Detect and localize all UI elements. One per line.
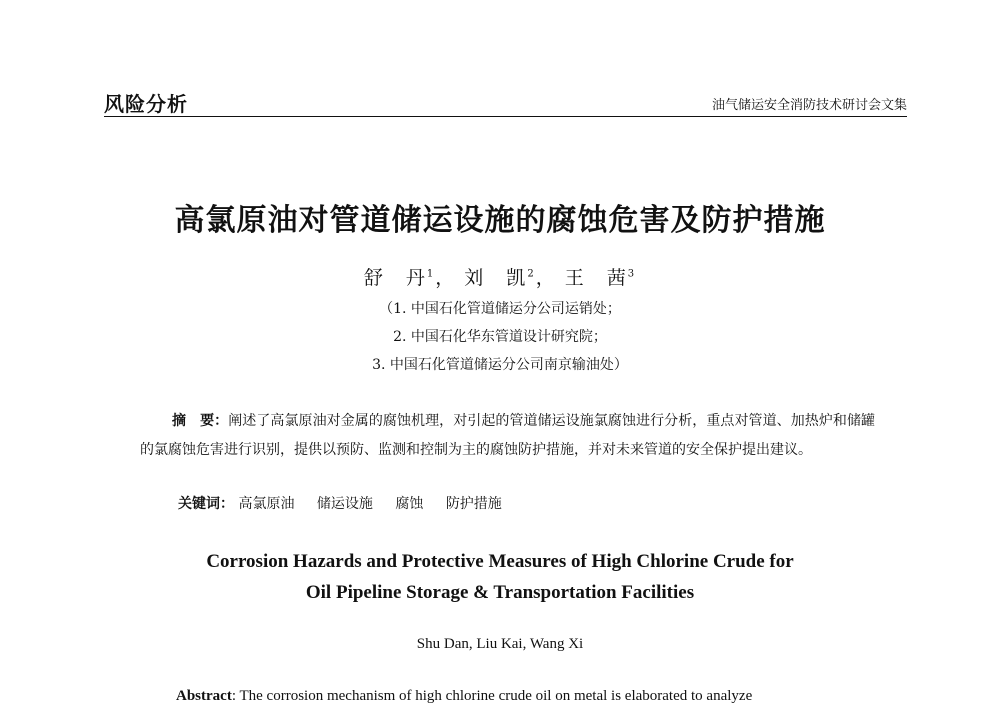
- author-list: 舒 丹$^1$， 刘 凯$^2$， 王 茜$^3$: [363, 267, 637, 289]
- english-abstract-text: The corrosion mechanism of high chlorine crude oil on metal is elaborated to analyze: [239, 688, 753, 704]
- running-header: [104, 88, 907, 118]
- keyword: 腐蚀: [395, 496, 424, 512]
- keywords-label: 关键词：: [178, 496, 234, 512]
- keyword: 高氯原油: [238, 496, 295, 512]
- abstract-text: 阐述了高氯原油对金属的腐蚀机理，对引起的管道储运设施氯腐蚀进行分析，重点对管道、加热炉和储罐的氯腐蚀危害进行识别，提供以预防、监测和控制为主的腐蚀防护措施，并对未来管道的安全保护提出建议。: [140, 413, 876, 458]
- keywords: [178, 493, 502, 513]
- author-name: 王 茜: [564, 267, 628, 289]
- affiliation: 3. 中国石化管道储运分公司南京输油处）: [372, 357, 628, 373]
- abstract-zh: [140, 407, 875, 465]
- keyword: 防护措施: [445, 496, 502, 512]
- section-label: 风险分析: [104, 92, 188, 116]
- journal-label: 油气储运安全消防技术研讨会文集: [711, 98, 907, 113]
- author-affil-mark: 1: [426, 268, 436, 280]
- english-authors: Shu Dan, Liu Kai, Wang Xi: [416, 636, 584, 652]
- english-abstract-label: Abstract: [176, 688, 232, 704]
- abstract-label: 摘 要：: [172, 413, 229, 429]
- affiliation: 2. 中国石化华东管道设计研究院；: [393, 329, 607, 345]
- paper-title: 高氯原油对管道储运设施的腐蚀危害及防护措施: [174, 203, 826, 238]
- english-title: [0, 546, 1000, 608]
- author-affil-mark: 3: [627, 268, 637, 280]
- header-rule: [104, 116, 907, 117]
- keyword: 储运设施: [316, 496, 373, 512]
- author-affil-mark: 2: [527, 268, 536, 280]
- author-name: 舒 丹: [363, 267, 427, 289]
- author-name: 刘 凯: [464, 267, 528, 289]
- affiliation: （1. 中国石化管道储运分公司运销处；: [379, 301, 621, 317]
- english-title-line: Corrosion Hazards and Protective Measures of High Chlorine Crude for: [206, 551, 794, 572]
- english-abstract: Abstract: The corrosion mechanism of high chlorine crude oil on metal is elaborated to analyze: [176, 688, 753, 704]
- english-title-line: Oil Pipeline Storage & Transportation Facilities: [305, 582, 695, 603]
